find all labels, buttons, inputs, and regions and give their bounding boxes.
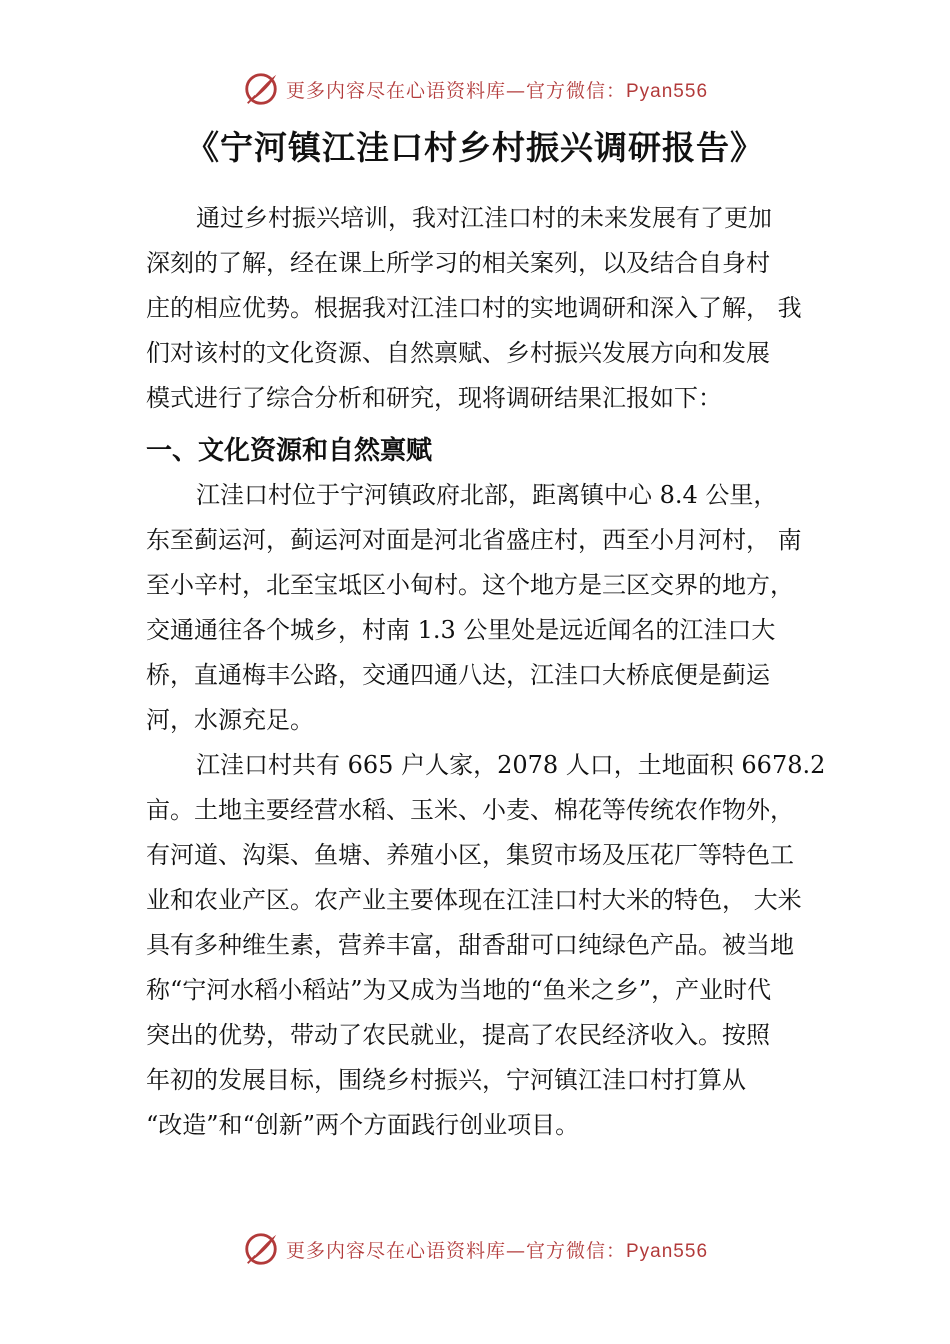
paragraph-line: 交通通往各个城乡，村南 1.3 公里处是远近闻名的江洼口大	[146, 616, 776, 644]
footer-banner	[0, 1230, 950, 1268]
paragraph-line: 江洼口村位于宁河镇政府北部，距离镇中心 8.4 公里，	[196, 481, 778, 509]
paragraph-line: 河，水源充足。	[146, 706, 314, 734]
paragraph-line: 称“宁河水稻小稻站”为又成为当地的“鱼米之乡”，产业时代	[146, 976, 772, 1004]
section-paragraph-population	[146, 743, 826, 1148]
paragraph-line: 具有多种维生素，营养丰富，甜香甜可口纯绿色产品。被当地	[146, 931, 794, 959]
banner-text: 更多内容尽在心语资料库—官方微信：	[285, 1239, 626, 1262]
banner-wechat-id: Pyan556	[626, 80, 709, 102]
paragraph-line: 们对该村的文化资源、自然禀赋、乡村振兴发展方向和发展	[146, 339, 770, 367]
paragraph-line: 庄的相应优势。根据我对江洼口村的实地调研和深入了解， 我	[146, 294, 802, 322]
banner-wechat-id: Pyan556	[626, 1240, 709, 1262]
intro-paragraph	[146, 196, 826, 421]
paragraph-line: 有河道、沟渠、鱼塘、养殖小区，集贸市场及压花厂等特色工	[146, 841, 794, 869]
banner-text: 更多内容尽在心语资料库—官方微信：	[285, 79, 626, 102]
paragraph-line: 年初的发展目标，围绕乡村振兴，宁河镇江洼口村打算从	[146, 1066, 746, 1094]
header-banner	[0, 70, 950, 108]
paragraph-line: 江洼口村共有 665 户人家，2078 人口，土地面积 6678.2	[196, 751, 826, 779]
paragraph-line: 东至蓟运河，蓟运河对面是河北省盛庄村，西至小月河村， 南	[146, 526, 802, 554]
paragraph-line: 至小辛村，北至宝坻区小甸村。这个地方是三区交界的地方，	[146, 571, 794, 599]
paragraph-line: 亩。土地主要经营水稻、玉米、小麦、棉花等传统农作物外，	[146, 796, 794, 824]
quill-logo-icon	[242, 70, 280, 108]
paragraph-line: 模式进行了综合分析和研究，现将调研结果汇报如下：	[146, 384, 722, 412]
paragraph-line: “改造”和“创新”两个方面践行创业项目。	[146, 1111, 580, 1139]
paragraph-line: 突出的优势，带动了农民就业，提高了农民经济收入。按照	[146, 1021, 770, 1049]
document-title: 《宁河镇江洼口村乡村振兴调研报告》	[186, 128, 764, 167]
paragraph-line: 通过乡村振兴培训，我对江洼口村的未来发展有了更加	[196, 204, 772, 232]
section-heading: 一、文化资源和自然禀赋	[146, 436, 433, 466]
paragraph-line: 业和农业产区。农产业主要体现在江洼口村大米的特色， 大米	[146, 886, 802, 914]
quill-logo-icon	[242, 1230, 280, 1268]
document-body	[146, 196, 826, 1148]
paragraph-line: 深刻的了解，经在课上所学习的相关案列，以及结合自身村	[146, 249, 770, 277]
section-paragraph-location	[146, 473, 826, 743]
paragraph-line: 桥，直通梅丰公路，交通四通八达，江洼口大桥底便是蓟运	[146, 661, 770, 689]
